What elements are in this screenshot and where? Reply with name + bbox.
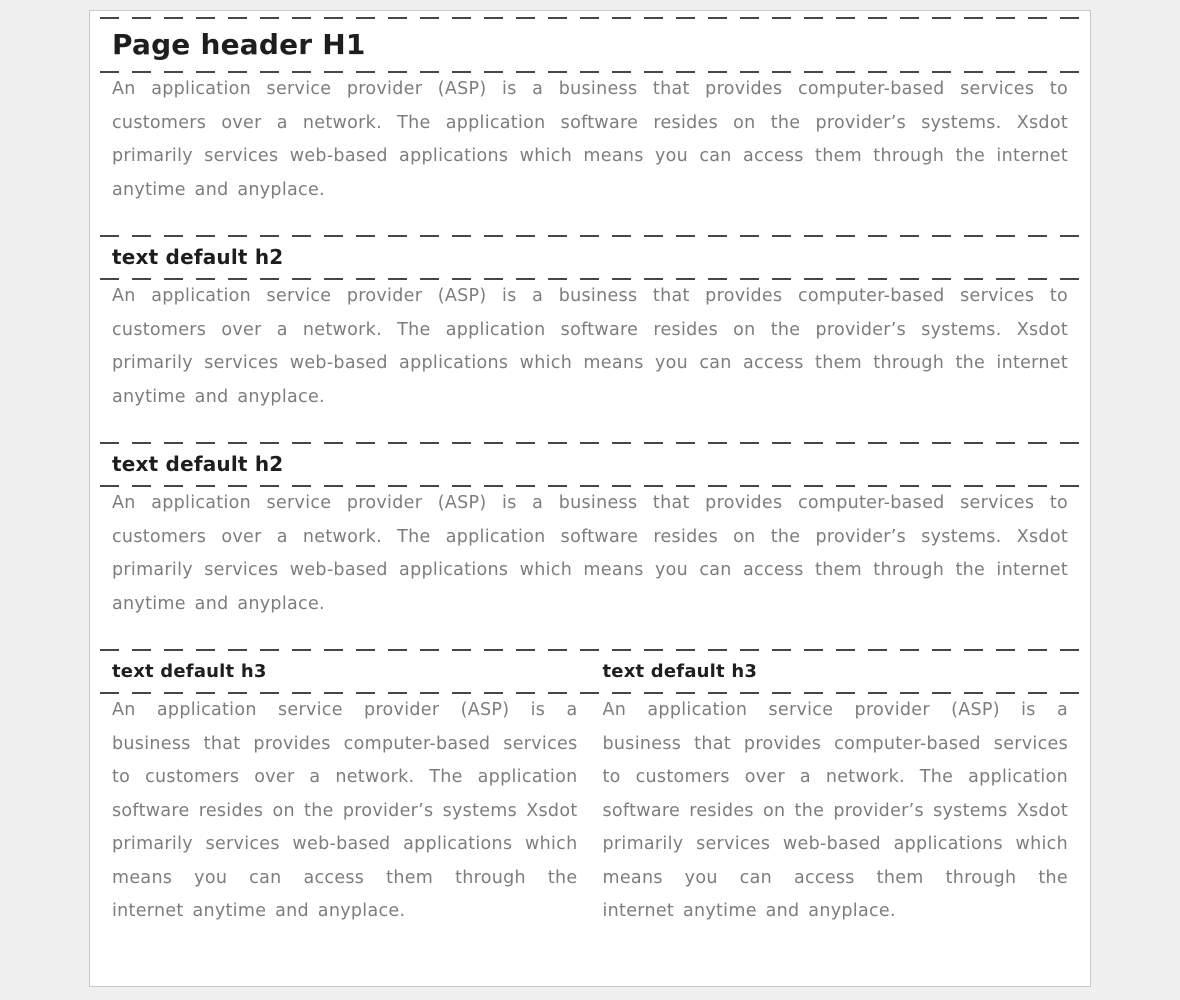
- column-paragraph: An application service provider (ASP) is a business that provides computer-based services to customers over a network. The application software resides on the provider’s systems Xsdot primarily services web-based applications which means you can access them through the internet anytime and anyplace.: [602, 700, 1068, 921]
- column-heading-h3: text default h3: [602, 661, 758, 682]
- intro-paragraph: An application service provider (ASP) is a business that provides computer-based services to customers over a network. The application software resides on the provider’s systems. Xsdot primarily services web-based applications which means you can access them through the internet anytime and anyplace.: [112, 79, 1068, 200]
- two-column-text: [112, 694, 1068, 929]
- page-title: Page header H1: [112, 28, 366, 61]
- content-sheet: [89, 10, 1091, 987]
- column-headings-row: [112, 651, 1068, 692]
- section-heading-h2: text default h2: [112, 245, 284, 269]
- column-heading-h3: text default h3: [112, 661, 267, 682]
- section-paragraph: An application service provider (ASP) is a business that provides computer-based services to customers over a network. The application software resides on the provider’s systems. Xsdot primarily services web-based applications which means you can access them through the internet anytime and anyplace.: [112, 493, 1068, 614]
- section-heading-h2: text default h2: [112, 452, 284, 476]
- section-paragraph: An application service provider (ASP) is a business that provides computer-based services to customers over a network. The application software resides on the provider’s systems. Xsdot primarily services web-based applications which means you can access them through the internet anytime and anyplace.: [112, 286, 1068, 407]
- column-paragraph: An application service provider (ASP) is a business that provides computer-based services to customers over a network. The application software resides on the provider’s systems Xsdot primarily services web-based applications which means you can access them through the internet anytime and anyplace.: [112, 700, 578, 921]
